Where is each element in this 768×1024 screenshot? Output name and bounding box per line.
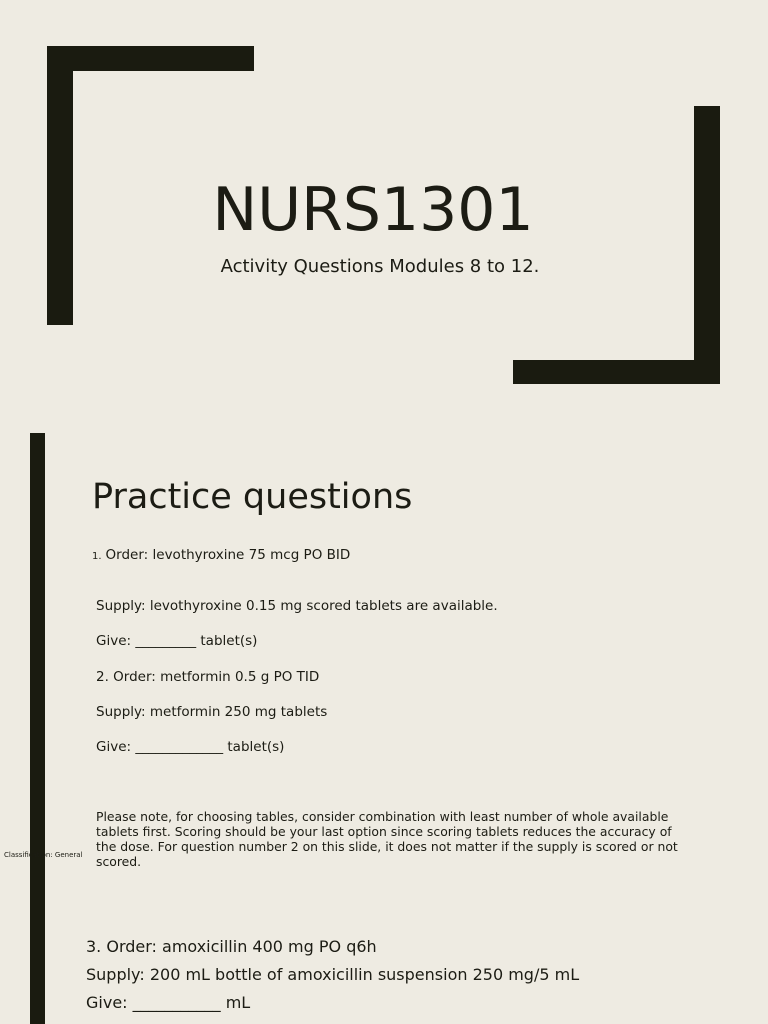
question-3-order: 3. Order: amoxicillin 400 mg PO q6h	[86, 937, 377, 956]
classification-label: Classification: General	[4, 851, 83, 859]
scoring-note: Please note, for choosing tables, consider combination with least number of whole available tablets first. Scoring should be your last option since scoring tablets reduces the accuracy of the dose. For question number 2 on this slide, it does not matter if the supply is scored or not scored.	[96, 809, 678, 869]
question-2-order: 2. Order: metformin 0.5 g PO TID	[96, 669, 320, 685]
slide-subtitle: Activity Questions Modules 8 to 12.	[220, 256, 540, 277]
corner-bracket-top-left-horizontal	[47, 46, 254, 71]
question-1-give: Give: _________ tablet(s)	[96, 633, 258, 649]
question-1-number: 1.	[92, 551, 102, 562]
question-2-give: Give: _____________ tablet(s)	[96, 739, 285, 755]
question-1-order	[92, 546, 350, 566]
question-2-supply: Supply: metformin 250 mg tablets	[96, 704, 328, 720]
slide-heading: Practice questions	[92, 477, 413, 517]
question-1-supply: Supply: levothyroxine 0.15 mg scored tablets are available.	[96, 598, 498, 614]
question-1-order-text: Order: levothyroxine 75 mcg PO BID	[105, 547, 351, 563]
slide-title: NURS1301	[212, 175, 534, 245]
title-slide	[0, 0, 768, 420]
question-3-supply: Supply: 200 mL bottle of amoxicillin suspension 250 mg/5 mL	[86, 965, 580, 984]
left-accent-bar	[30, 433, 45, 1024]
corner-bracket-bottom-right-horizontal	[513, 360, 720, 384]
question-3-give: Give: ___________ mL	[86, 993, 251, 1012]
